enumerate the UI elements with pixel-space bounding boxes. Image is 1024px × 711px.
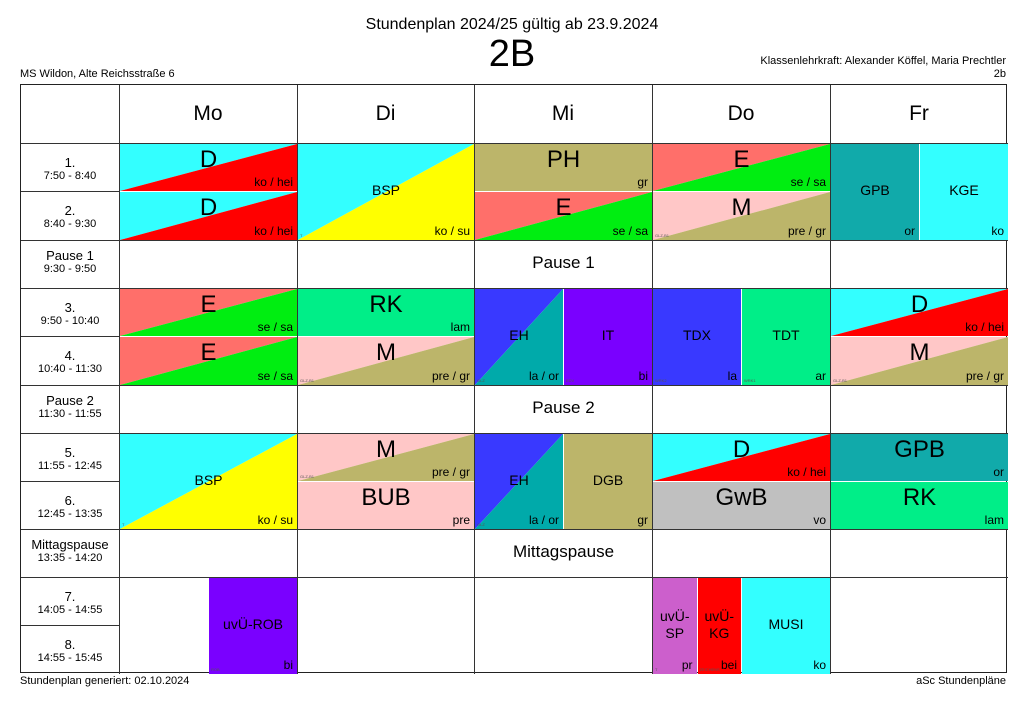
lesson-mi-1[interactable] [475,144,652,191]
period-label [21,537,119,564]
period-label [21,589,119,616]
lesson-do-1[interactable] [653,144,830,191]
teacher-label: ko / hei [254,224,293,238]
teacher-label: pre / gr [431,465,470,479]
teacher-label: ko / hei [254,175,293,189]
lesson-di-4[interactable] [298,337,474,385]
lesson-do-34b[interactable] [742,289,830,385]
period-time: 9:50 - 10:40 [40,315,100,327]
lesson-fr-4[interactable] [831,337,1008,385]
subject-label: uvÜ-KG [704,608,735,641]
subject-label: KGE [949,182,979,198]
lesson-fr-12b[interactable] [920,144,1008,240]
subject-label: D [732,436,751,463]
period-label [21,300,119,327]
room-label: ROB [211,667,220,672]
teacher-label: ko / hei [965,320,1004,334]
break-label: Pause 1 [532,253,595,272]
subject-label: RK [902,484,937,511]
teacher-label: bi [283,658,293,672]
room-label: T [655,667,658,672]
break-label: Pause 2 [532,398,595,417]
teacher-label: pre / gr [431,369,470,383]
software-brand: aSc Stundenpläne [916,675,1006,687]
timetable-grid [20,84,1007,673]
subject-label: MUSI [768,616,804,632]
lesson-mi-2[interactable] [475,192,652,240]
lesson-fr-6[interactable] [831,482,1008,529]
lesson-fr-12a[interactable] [831,144,919,240]
subject-label: GPB [894,436,945,463]
subject-label: TDX [683,327,711,343]
period-number: 4. [64,348,76,363]
period-label [21,637,119,664]
lesson-do-34a[interactable] [653,289,741,385]
teacher-label: se / sa [257,369,293,383]
period-number: 5. [64,445,76,460]
grid-line [21,529,1008,530]
subject-label: M [376,339,396,366]
subject-label: IT [601,327,615,343]
subject-label: D [910,291,929,318]
subject-label: M [731,194,752,221]
class-code: 2b [993,68,1006,80]
lesson-mo-2[interactable] [120,192,297,240]
room-label: GLZ-B1 [833,378,848,383]
subject-label: uvÜ-ROB [223,616,283,632]
teacher-label: pr [681,658,693,672]
lesson-mo-78[interactable] [209,578,297,674]
teacher-label: or [993,465,1004,479]
grid-line [21,481,119,482]
subject-label: GPB [860,182,890,198]
class-teachers: Klassenlehrkraft: Alexander Köffel, Maria Prechtler [760,55,1006,67]
teacher-label: se / sa [790,175,826,189]
teacher-label: la / or [528,513,559,527]
room-label: GLZ [477,378,485,383]
period-time: 9:30 - 9:50 [43,263,97,275]
grid-line [21,625,119,626]
timetable-title: Stundenplan 2024/25 gültig ab 23.9.2024 [365,16,659,33]
room-label: GLZ-B1 [300,474,315,479]
period-time: 11:30 - 11:55 [38,408,102,420]
period-label [21,203,119,230]
day-header-do: Do [727,102,755,125]
teacher-label: pre [452,513,470,527]
room-label: T [300,233,303,238]
subject-label: BSP [194,471,223,488]
lesson-mi-56a[interactable] [475,434,563,529]
lesson-di-5[interactable] [298,434,474,481]
period-label [21,248,119,275]
lesson-fr-3[interactable] [831,289,1008,336]
lesson-mo-56[interactable] [120,434,297,529]
teacher-label: bi [638,369,648,383]
period-number: 1. [64,155,76,170]
lesson-fr-5[interactable] [831,434,1008,481]
teacher-label: la [727,369,737,383]
subject-label: EH [509,471,529,488]
room-label: EDV [566,378,575,383]
period-time: 10:40 - 11:30 [37,363,102,375]
teacher-label: or [904,224,915,238]
teacher-label: pre / gr [787,224,826,238]
subject-label: E [200,291,217,318]
teacher-label: lam [450,320,470,334]
teacher-label: se / sa [257,320,293,334]
subject-label: RK [369,291,403,318]
subject-label: E [555,194,572,221]
lesson-do-78c[interactable] [742,578,830,674]
teacher-label: ko [991,224,1004,238]
lesson-do-78a[interactable] [653,578,697,674]
lesson-mi-56b[interactable] [564,434,652,529]
grid-line [21,577,1008,578]
subject-label: D [199,146,218,173]
room-label: GLZ-B1 [655,233,670,238]
school-address: MS Wildon, Alte Reichsstraße 6 [20,68,175,80]
period-number: 2. [64,203,76,218]
teacher-label: pre / gr [965,369,1004,383]
day-header-mo: Mo [193,102,223,125]
lesson-do-6[interactable] [653,482,830,529]
period-time: 14:55 - 15:45 [37,652,103,664]
room-label: GLZ [477,522,485,527]
teacher-label: ko / hei [787,465,826,479]
period-time: 11:55 - 12:45 [37,460,102,472]
lesson-mi-34b[interactable] [564,289,652,385]
teacher-label: bei [720,658,737,672]
room-label: GLZ-B1 [300,378,315,383]
lesson-do-2[interactable] [653,192,830,240]
day-header-mi: Mi [551,102,575,125]
subject-label: D [199,194,218,221]
period-label [21,493,119,520]
period-number: 3. [64,300,76,315]
subject-label: DGB [592,471,624,488]
subject-label: TDT [772,327,800,343]
period-time: 12:45 - 13:35 [37,508,103,520]
room-label: WRK1 [744,378,756,383]
subject-label: GwB [715,484,768,511]
lesson-mi-34a[interactable] [475,289,563,385]
grid-line [21,240,1008,241]
subject-label: uvÜ-SP [659,608,690,641]
lesson-do-5[interactable] [653,434,830,481]
lesson-mo-4[interactable] [120,337,297,385]
teacher-label: ko / su [434,224,470,238]
lesson-di-12[interactable] [298,144,474,240]
subject-label: E [200,339,217,366]
teacher-label: la / or [528,369,559,383]
class-name: 2B [488,33,536,75]
period-time: 8:40 - 9:30 [43,218,97,230]
teacher-label: se / sa [612,224,648,238]
teacher-label: vo [813,513,826,527]
period-label [21,348,119,375]
period-time: 13:35 - 14:20 [37,552,103,564]
period-time: 14:05 - 14:55 [37,604,103,616]
period-number: Mittagspause [31,537,109,552]
teacher-label: gr [637,175,648,189]
room-label: WRK2 [655,378,667,383]
period-label [21,393,119,420]
day-header-di: Di [375,102,396,125]
period-number: 8. [64,637,76,652]
subject-label: E [733,146,750,173]
subject-label: BSP [371,182,400,198]
grid-line [21,191,119,192]
generated-date: Stundenplan generiert: 02.10.2024 [20,675,190,687]
grid-line [21,336,119,337]
teacher-label: ar [815,369,826,383]
period-time: 7:50 - 8:40 [43,170,97,182]
teacher-label: ko [813,658,826,672]
day-header-fr: Fr [909,102,929,125]
subject-label: EH [509,327,529,343]
subject-label: M [909,339,930,366]
lesson-di-6[interactable] [298,482,474,529]
break-label: Mittagspause [512,542,615,561]
period-label [21,445,119,472]
teacher-label: gr [637,513,648,527]
subject-label: PH [546,146,581,173]
room-label: ZEICHENS [699,667,720,672]
period-number: 7. [64,589,76,604]
teacher-label: ko / su [257,513,293,527]
lesson-mo-1[interactable] [120,144,297,191]
period-number: Pause 1 [46,248,94,263]
grid-line [21,385,1008,386]
room-label: T [122,522,125,527]
lesson-mo-3[interactable] [120,289,297,336]
lesson-di-3[interactable] [298,289,474,336]
period-number: Pause 2 [46,393,94,408]
lesson-do-78b[interactable] [698,578,742,674]
teacher-label: lam [984,513,1004,527]
subject-label: M [376,436,396,463]
period-number: 6. [64,493,76,508]
subject-label: BUB [361,484,411,511]
period-label [21,155,119,182]
